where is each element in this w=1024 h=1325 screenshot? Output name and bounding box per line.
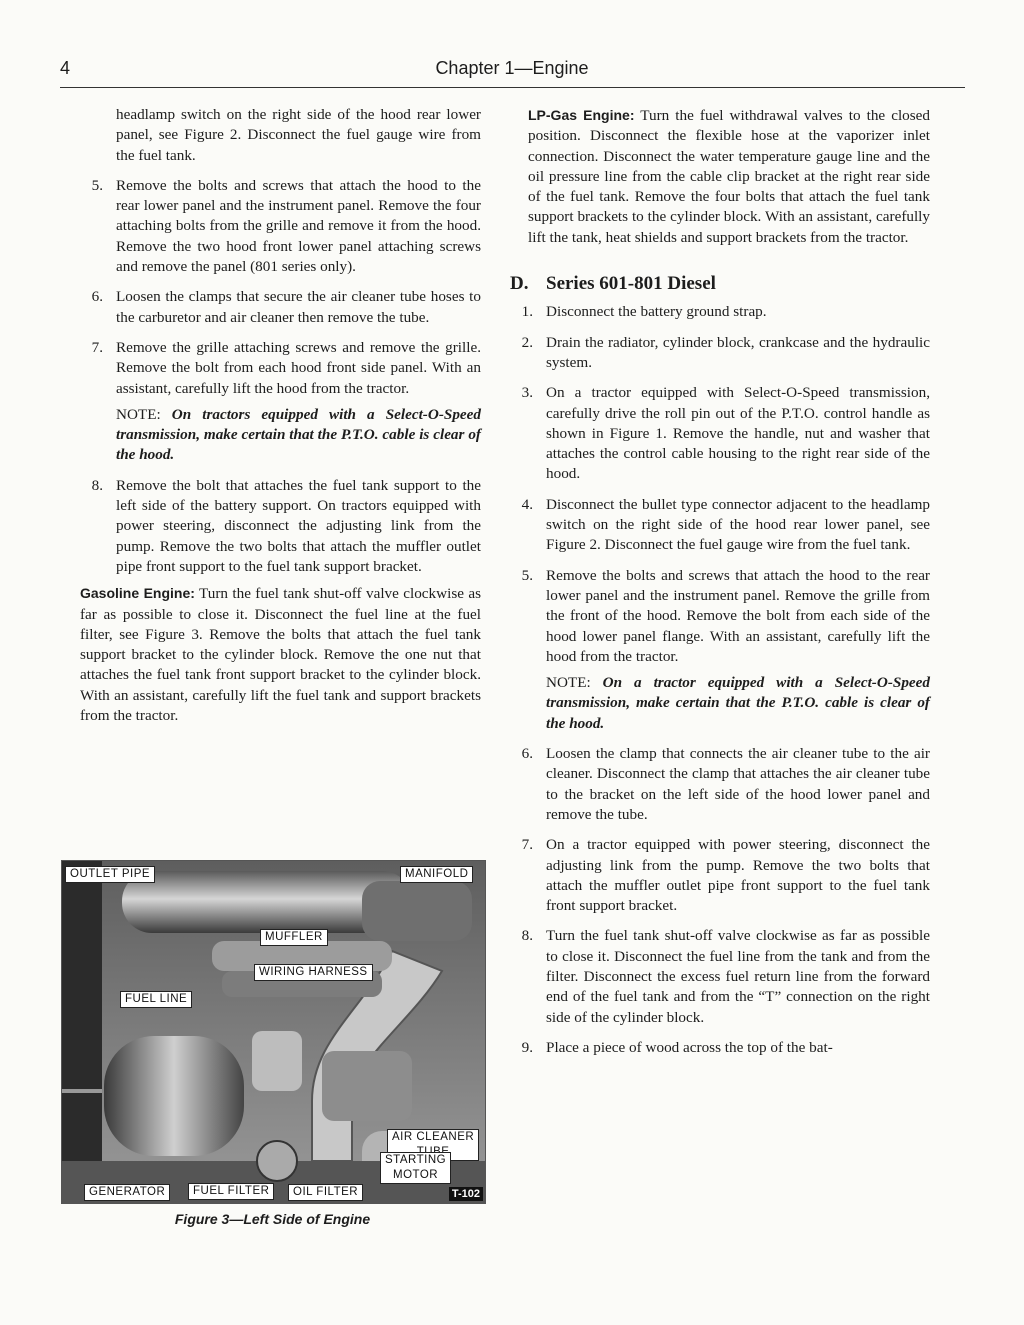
figure-caption: Figure 3—Left Side of Engine <box>174 1211 371 1227</box>
list-item <box>510 744 930 825</box>
step-number: 2. <box>521 333 533 351</box>
step-number: 5. <box>521 566 533 584</box>
list-item <box>80 287 481 328</box>
step-number: 8. <box>91 476 103 494</box>
callout-starting-motor <box>380 1152 451 1184</box>
step-number: 6. <box>521 745 533 763</box>
left-column <box>80 105 481 736</box>
continued-step-text: headlamp switch on the right side of the hood rear lower panel, see Figure 2. Disconnect the fuel gauge wire from the fuel tank. <box>116 106 481 164</box>
callout-oil-filter: OIL FILTER <box>288 1184 363 1201</box>
step-text: Remove the bolt that attaches the fuel tank support to the left side of the battery support. On tractors equipped with power steering, disconnect the adjusting link from the pump. Remove the two bolts that attach the muffler outlet pipe front support to the fuel tank support bracket. <box>116 476 481 575</box>
step-text: On a tractor equipped with power steering, disconnect the adjusting link from the pump. Remove the two bolts that attach the muffler outlet pipe front support to the fuel tank front support bracket. <box>546 836 930 915</box>
callout-line: AIR CLEANER <box>392 1131 475 1143</box>
step-number: 8. <box>521 927 533 945</box>
step-number: 3. <box>521 384 533 402</box>
step-number: 6. <box>91 288 103 306</box>
section-heading <box>510 274 930 294</box>
step-number: 7. <box>91 338 103 356</box>
step-number: 5. <box>91 176 103 194</box>
paragraph-text: Turn the fuel tank shut-off valve clockwise as far as possible to close it. Disconnect the fuel line at the fuel filter, see Figure 3. Remove the bolts that attach the fuel tank support bracket to the cylinder block. Remove the one nut that attaches the fuel tank front support bracket to the cylinder block. With an assistant, carefully lift the fuel tank and support brackets from the tractor. <box>80 585 481 725</box>
list-item <box>510 835 930 916</box>
note-text: On a tractor equipped with a Select-O-Speed transmission, make certain that the P.T.O. cable is clear of the hood. <box>546 674 931 732</box>
note <box>80 405 481 466</box>
step-text: Place a piece of wood across the top of the bat- <box>546 1038 833 1056</box>
list-item <box>80 476 481 577</box>
step-text: Loosen the clamps that secure the air cleaner tube hoses to the carburetor and air cleaner then remove the tube. <box>116 288 481 326</box>
paragraph-lead: LP-Gas Engine: <box>528 107 635 123</box>
step-text: Drain the radiator, cylinder block, crankcase and the hydraulic system. <box>546 333 930 371</box>
note-text: On tractors equipped with a Select-O-Speed transmission, make certain that the P.T.O. cable is clear of the hood. <box>116 405 482 464</box>
list-item <box>510 333 930 374</box>
step-text: Remove the bolts and screws that attach the hood to the rear lower panel and the instrument panel. Remove the four attaching bolts from the grille and remove it from the hood. Remove the two hood front lower panel attaching screws and remove the panel (801 series only). <box>116 176 481 276</box>
callout-manifold: MANIFOLD <box>400 866 473 883</box>
paragraph-text: Turn the fuel withdrawal valves to the closed position. Disconnect the flexible hose at the vaporizer inlet connection. Disconnect the water temperature gauge line and the oil pressure line from the cable clip bracket at the right rear side of the fuel tank. Remove the four bolts that attach the fuel tank support brackets to the cylinder block. With an assistant, carefully lift the tank, heat shields and support brackets from the tractor. <box>528 107 930 246</box>
gasoline-engine-paragraph <box>80 583 481 726</box>
list-item <box>80 176 481 277</box>
callout-fuel-filter: FUEL FILTER <box>188 1183 274 1200</box>
list-item <box>510 566 930 667</box>
note <box>510 673 930 734</box>
note-label: NOTE: <box>116 405 161 423</box>
paragraph-lead: Gasoline Engine: <box>80 585 195 602</box>
callout-line: STARTING <box>385 1154 447 1166</box>
list-item <box>510 383 930 484</box>
step-number: 1. <box>521 303 533 321</box>
step-text: Turn the fuel tank shut-off valve clockwise as far as possible to close it. Disconnect the fuel line from the tank and from the filter. Disconnect the excess fuel return line from the forward end of the fuel tank and from the “T” connection on the right side of the cylinder block. <box>546 927 930 1026</box>
header-rule <box>60 87 965 88</box>
callout-generator: GENERATOR <box>84 1184 170 1201</box>
list-item <box>80 338 481 399</box>
step-number: 4. <box>521 495 533 513</box>
callout-muffler: MUFFLER <box>260 929 328 946</box>
step-text: Disconnect the bullet type connector adjacent to the headlamp switch on the right side of the hood rear lower panel, see Figure 2. Disconnect the fuel gauge wire from the fuel tank. <box>546 495 930 554</box>
step-text: Remove the bolts and screws that attach the hood to the rear lower panel and the instrument panel. Remove the grille from the front of the hood. Remove the bolt from each side of the hood lower panel flange. With an assistant, carefully lift the hood from the tractor. <box>546 566 930 665</box>
callout-line: MOTOR <box>393 1169 439 1181</box>
list-item <box>510 1038 930 1058</box>
note-label: NOTE: <box>546 674 591 692</box>
figure-code: T-102 <box>449 1187 483 1201</box>
list-item <box>510 926 930 1027</box>
section-title: Series 601-801 Diesel <box>546 273 716 295</box>
step-number: 7. <box>521 836 533 854</box>
callout-wiring-harness: WIRING HARNESS <box>254 964 373 981</box>
step-text: Loosen the clamp that connects the air cleaner tube to the air cleaner. Disconnect the clamp that attaches the air cleaner tube to the bracket on the left side of the hood lower panel and remove the tube. <box>546 745 930 823</box>
callout-outlet-pipe: OUTLET PIPE <box>65 866 155 883</box>
right-column <box>510 105 930 1068</box>
chapter-title: Chapter 1—Engine <box>435 58 589 78</box>
step-text: Disconnect the battery ground strap. <box>546 303 767 321</box>
list-item <box>510 495 930 556</box>
step-text: On a tractor equipped with Select-O-Speed transmission, carefully drive the roll pin out of the P.T.O. control handle as shown in Figure 1. Remove the handle, nut and washer that attaches the control cable housing to the right rear side of the hood. <box>546 384 930 483</box>
callout-fuel-line: FUEL LINE <box>120 991 192 1008</box>
engine-photo <box>61 860 486 1204</box>
step-number: 9. <box>521 1038 533 1056</box>
list-item <box>510 302 930 322</box>
page-number: 4 <box>60 58 71 78</box>
step-text: Remove the grille attaching screws and remove the grille. Remove the bolt from each hood front side panel. With an assistant, carefully lift the hood from the tractor. <box>116 338 481 397</box>
lp-gas-engine-paragraph <box>510 105 930 248</box>
section-letter: D. <box>510 273 529 295</box>
